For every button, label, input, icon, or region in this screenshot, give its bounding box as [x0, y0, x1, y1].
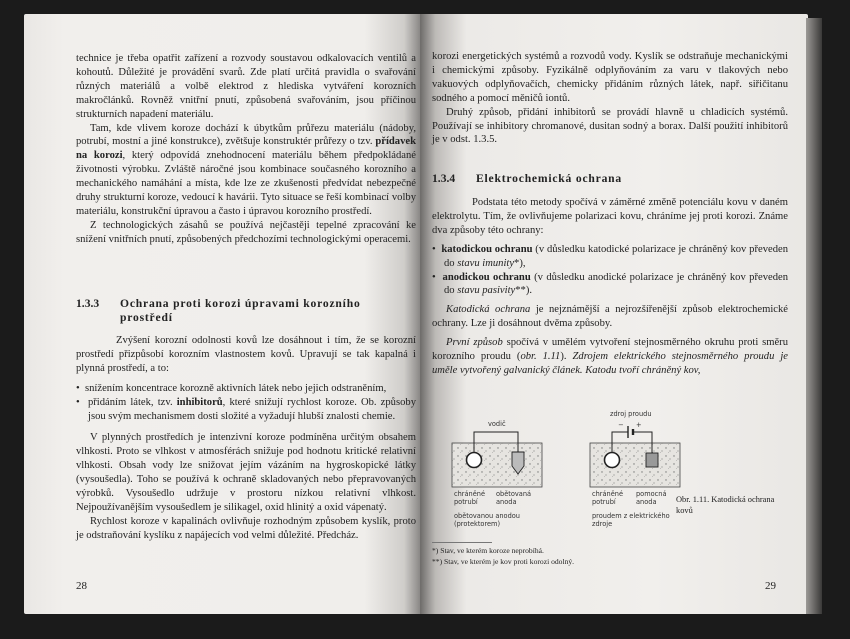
text-run: spočívá v umělém vytvoření stejnosměrného okruhu proti směru korozního proudu (: [432, 337, 788, 363]
left-para-5: V plynných prostředích je intenzivní koroze podmíněna určitým obsahem vlhkosti. Proto se vlhkost v atmosférách snižuje pod hodnotu kritické relativní vlhkosti. Obsah vody lze snižovat jejím vázáním na hygroskopické látky (vysoušedla). Toho se používá k ochraně skladovaných nebo přepravovaných výrobků. Vysoušedlo udržuje v prostoru nízkou relativní vlhkost. Nejpoužívanějším vysoušedlem je silikagel, oxid hlinitý a oxid vápenatý.: [76, 432, 416, 513]
heading-line-1: Ochrana proti korozi úpravami korozního: [120, 297, 361, 310]
right-para-5: [432, 336, 788, 378]
label-minus: −: [618, 421, 624, 429]
soil-block-left: [452, 443, 542, 487]
bold-term: inhibitorů: [176, 396, 223, 408]
footnote-rule: [432, 542, 492, 543]
left-body-bottom: [76, 334, 416, 543]
label-obetovana-anoda: obětovaná anoda: [496, 490, 532, 506]
heading-text: Elektrochemická ochrana: [476, 172, 623, 185]
page-number-right: 29: [765, 580, 776, 592]
left-para-6: Rychlost koroze v kapalinách ovlivňuje rozhodným způsobem kyslík, proto je odstraňování kyslíku z napájecích vod velmi důležité. Předcház.: [76, 515, 416, 541]
left-para-3: Z technologických zásahů se používá nejčastěji tepelné zpracování ke snížení vnitřních pnutí, způsobených předchozími technologickými operacemi.: [76, 219, 416, 245]
label-chranene-potrubi-2: chráněné potrubí: [592, 490, 624, 506]
label-chranene-potrubi-1: chráněné potrubí: [454, 490, 486, 506]
italic-term: Katodická ochrana: [446, 304, 531, 316]
figure-caption: Obr. 1.11. Katodická ochrana kovů: [676, 495, 775, 515]
left-bullet-2: • přidáním látek, tzv. inhibitorů, které snižují rychlost koroze. Ob. způsoby jsou svým mechanismem dosti složité a vyžadují hlubší znalosti chemie.: [76, 396, 416, 422]
auxiliary-anode: [646, 453, 658, 467]
text-run: je nejznámější a nejrozšířenější způsob elektrochemické ochrany. Lze ji dosáhnout dvěma způsoby.: [432, 304, 788, 330]
right-para-1: korozi energetických systémů a rozvodů vody. Kyslík se odstraňuje mechanickými i chemickými způsoby. Fyzikálně odplyňováním za varu v tlakových nebo vakuových odplyňovačích, chemicky přidáním různých látek, např. siřičitanu sodného a pomocí měničů iontů.: [432, 51, 788, 104]
right-page: [420, 14, 808, 614]
text-run: **).: [515, 285, 532, 297]
right-para-2: Druhý způsob, přidání inhibitorů se provádí hlavně u chladicích systémů. Používají se inhibitory chromanové, dusitan sodný a borax. Další použití inhibitorů je v odst. 1.3.5.: [432, 106, 788, 146]
left-para-4: Zvýšení korozní odolnosti kovů lze dosáhnout i tím, že se korozní prostředí přizpůsobí korozním vlastnostem kovů. Upravují se tak kapalná i plynná prostředí, a to:: [76, 335, 416, 374]
text-run: (v důsledku katodické polarizace je chráněný kov převeden do: [444, 243, 788, 269]
protected-pipe-right: [605, 453, 620, 468]
protected-pipe-left: [467, 453, 482, 468]
heading-number: 1.3.4: [432, 172, 456, 185]
left-para-1: technice je třeba opatřit zařízení a rozvody soustavou odkalovacích ventilů a kohoutů. Důležité je provádění svarů. Zde platí určitá pravidla o svařování různých materiálů a volbě elektrod z hlediska vytváření korozních makročlánků. Rovněž vnitřní pnutí, způsobená svařováním, jsou příčinou strukturních napadení materiálu.: [76, 53, 416, 120]
label-zdroj-proudu: zdroj proudu: [610, 410, 652, 418]
soil-block-right: [590, 443, 680, 487]
bold-term: katodickou ochranu: [441, 243, 533, 255]
right-bullet-1: • katodickou ochranu (v důsledku katodické polarizace je chráněný kov převeden do stavu imunity*),: [432, 243, 788, 269]
right-body-middle: [432, 196, 788, 378]
footnote-2: **) Stav, ve kterém je kov proti korozi odolný.: [432, 557, 575, 566]
label-proudem-ze-zdroje: proudem z elektrického zdroje: [592, 512, 670, 528]
label-pomocna-anoda: pomocná anoda: [636, 490, 667, 506]
section-heading-1-3-3: [76, 297, 416, 326]
italic-term: První způsob: [446, 337, 503, 349]
text-run: snížením koncentrace korozně aktivních látek nebo jejich odstraněním,: [85, 382, 387, 394]
text-run: Tam, kde vlivem koroze dochází k úbytkům průřezu materiálu (nádoby, potrubí, mostní a jiné konstrukce), zvětšuje konstruktér průřezy o tzv.: [76, 122, 416, 148]
left-page: [24, 14, 420, 614]
label-vodic: vodič: [488, 420, 506, 428]
text-run: *),: [514, 257, 526, 269]
bold-term: anodickou ochranu: [442, 271, 531, 283]
italic-run: Zdrojem elektrického stejnosměrného proudu je uměle vytvořený galvanický článek. Katodu tvoří chráněný kov,: [432, 351, 789, 376]
right-body-top: [432, 50, 788, 147]
left-bullet-1: • snížením koncentrace korozně aktivních látek nebo jejich odstraněním,: [76, 382, 387, 394]
label-plus: +: [636, 421, 642, 429]
left-para-2: [76, 122, 416, 219]
italic-term: stavu pasivity: [457, 285, 516, 297]
page-number-left: 28: [76, 580, 87, 592]
heading-line-2: prostředí: [120, 311, 173, 325]
footnote-1: *) Stav, ve kterém koroze neprobíhá.: [432, 546, 544, 555]
text-run: přidáním látek, tzv.: [87, 396, 177, 408]
text-run: , které snižují rychlost koroze. Ob. způsoby jsou svým mechanismem dosti složité a vyžadují hlubší znalosti chemie.: [88, 396, 416, 422]
bold-term: přídavek na korozi: [76, 136, 416, 162]
right-para-3: Podstata této metody spočívá v záměrné změně potenciálu kovu v daném elektrolytu. Tím, že ovlivňujeme polarizaci kovu, chráníme jej proti korozi. Známe dva způsoby této ochrany:: [432, 197, 788, 236]
heading-number: 1.3.3: [76, 297, 100, 310]
text-run: ).: [560, 351, 573, 363]
text-run: , který odpovídá znehodnocení materiálu během předpokládané životnosti výrobku. Zvláště náročné jsou kombinace současného korozního a mechanického namáhání a místa, kde lze ze zkušenosti předvídat nebezpečné druhy strukturní koroze, vedoucí k havárii. Tyto situace se řeší kombinací volby materiálu, konstrukční úpravou a často i úpravou korozního prostředí.: [76, 150, 416, 217]
section-heading-1-3-4: [432, 172, 788, 186]
right-para-4: [432, 303, 788, 331]
left-body-top: [76, 52, 416, 247]
figure-reference: obr. 1.11: [520, 351, 561, 363]
figure-cathodic-protection: [440, 406, 710, 536]
text-run: (v důsledku anodické polarizace je chráněný kov převeden do: [444, 271, 788, 297]
page-edge-stack: [806, 18, 822, 614]
right-bullet-2: • anodickou ochranu (v důsledku anodické polarizace je chráněný kov převeden do stavu pasivity**).: [432, 271, 788, 297]
label-obetovanou-anodou: obětovanou anodou (protektorem): [454, 512, 520, 528]
italic-term: stavu imunity: [457, 257, 515, 269]
